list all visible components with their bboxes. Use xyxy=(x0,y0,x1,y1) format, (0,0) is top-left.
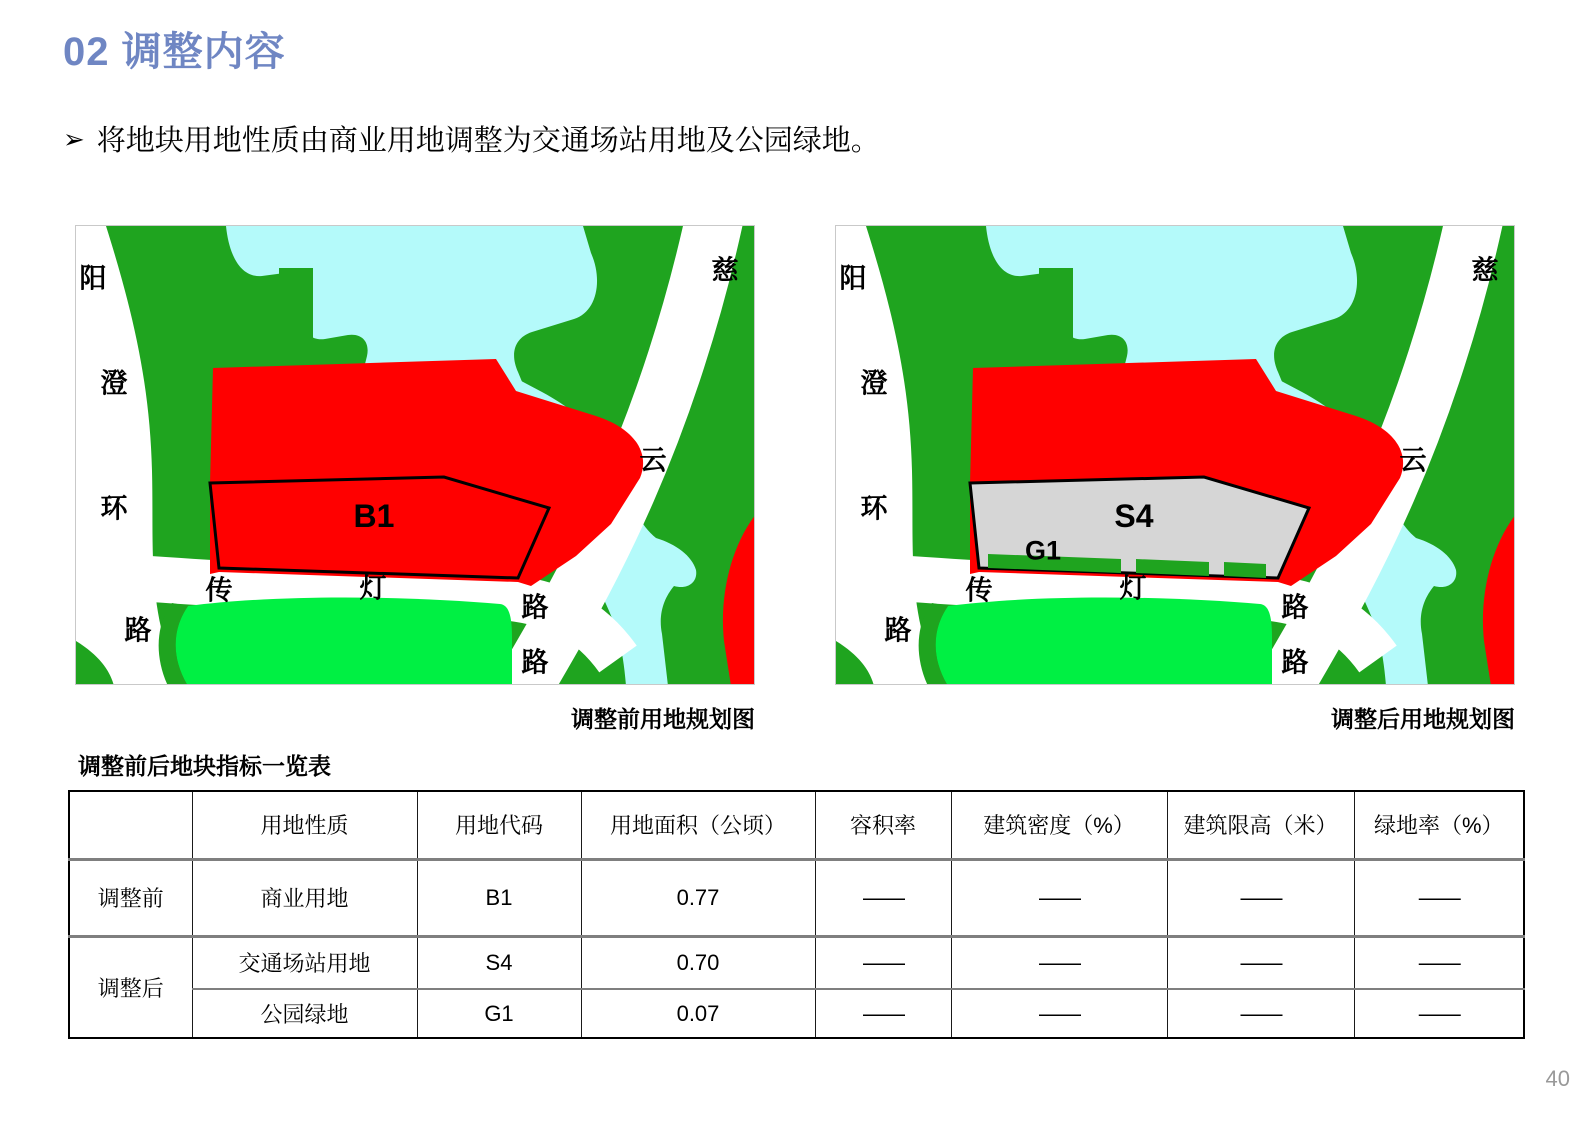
park-green-strip xyxy=(1224,562,1266,578)
cell-nature: 商业用地 xyxy=(192,859,417,936)
indicator-table xyxy=(68,790,1525,1039)
bright-green-parcel xyxy=(936,598,1272,686)
header-far: 容积率 xyxy=(815,791,951,859)
cell-density: —— xyxy=(951,936,1167,989)
cell-area: 0.77 xyxy=(581,859,815,936)
road-label: 路 xyxy=(124,615,152,646)
header-land-code: 用地代码 xyxy=(417,791,581,859)
parcel-label-b1: B1 xyxy=(353,498,395,534)
cell-height-limit: —— xyxy=(1167,859,1354,936)
road-label: 环 xyxy=(860,493,888,524)
road-label: 路 xyxy=(1281,592,1309,623)
green-inlet xyxy=(279,268,313,340)
intro-text: 将地块用地性质由商业用地调整为交通场站用地及公园绿地。 xyxy=(96,125,880,157)
page-title: 02 调整内容 xyxy=(63,30,286,74)
row-group-after: 调整后 xyxy=(69,936,192,1038)
table-row xyxy=(69,859,1524,936)
cell-code: G1 xyxy=(417,989,581,1038)
header-land-nature: 用地性质 xyxy=(192,791,417,859)
table-row xyxy=(69,989,1524,1038)
cell-far: —— xyxy=(815,859,951,936)
road-label: 阳 xyxy=(79,263,107,294)
cell-height-limit: —— xyxy=(1167,989,1354,1038)
land-use-map-before xyxy=(75,225,755,685)
map-caption-after: 调整后用地规划图 xyxy=(1331,706,1515,732)
road-label: 云 xyxy=(639,445,667,476)
cell-area: 0.70 xyxy=(581,936,815,989)
map-caption-before: 调整前用地规划图 xyxy=(571,706,755,732)
road-label: 灯 xyxy=(359,573,387,604)
cell-area: 0.07 xyxy=(581,989,815,1038)
green-inlet xyxy=(1039,268,1073,340)
land-use-map-after xyxy=(835,225,1515,685)
road-label: 路 xyxy=(1281,647,1309,678)
road-label: 慈 xyxy=(711,255,739,286)
road-label: 阳 xyxy=(839,263,867,294)
intro-bullet-line xyxy=(63,118,880,159)
parcel-label-g1: G1 xyxy=(1024,535,1062,566)
cell-density: —— xyxy=(951,989,1167,1038)
road-label: 灯 xyxy=(1119,573,1147,604)
page-number: 40 xyxy=(1545,1066,1570,1091)
road-label: 路 xyxy=(884,615,912,646)
table-header-row xyxy=(69,791,1524,859)
cell-nature: 交通场站用地 xyxy=(192,936,417,989)
header-density: 建筑密度（%） xyxy=(951,791,1167,859)
cell-far: —— xyxy=(815,989,951,1038)
road-label: 澄 xyxy=(100,368,128,399)
cell-green-rate: —— xyxy=(1354,989,1524,1038)
bright-green-parcel xyxy=(176,598,512,686)
table-title: 调整前后地块指标一览表 xyxy=(78,753,331,779)
header-empty xyxy=(69,791,192,859)
road-label: 环 xyxy=(100,493,128,524)
cell-density: —— xyxy=(951,859,1167,936)
road-label: 云 xyxy=(1399,445,1427,476)
arrow-bullet-icon: ➢ xyxy=(63,123,85,154)
road-label: 路 xyxy=(521,647,549,678)
road-label: 路 xyxy=(521,592,549,623)
header-land-area: 用地面积（公顷） xyxy=(581,791,815,859)
row-group-before: 调整前 xyxy=(69,859,192,936)
parcel-label-s4: S4 xyxy=(1114,498,1154,534)
cell-code: B1 xyxy=(417,859,581,936)
table-row xyxy=(69,936,1524,989)
cell-green-rate: —— xyxy=(1354,859,1524,936)
road-label: 澄 xyxy=(860,368,888,399)
header-green-rate: 绿地率（%） xyxy=(1354,791,1524,859)
cell-code: S4 xyxy=(417,936,581,989)
cell-green-rate: —— xyxy=(1354,936,1524,989)
road-label: 传 xyxy=(205,575,233,606)
cell-height-limit: —— xyxy=(1167,936,1354,989)
header-height-limit: 建筑限高（米） xyxy=(1167,791,1354,859)
cell-nature: 公园绿地 xyxy=(192,989,417,1038)
road-label: 传 xyxy=(965,575,993,606)
road-label: 慈 xyxy=(1471,255,1499,286)
cell-far: —— xyxy=(815,936,951,989)
